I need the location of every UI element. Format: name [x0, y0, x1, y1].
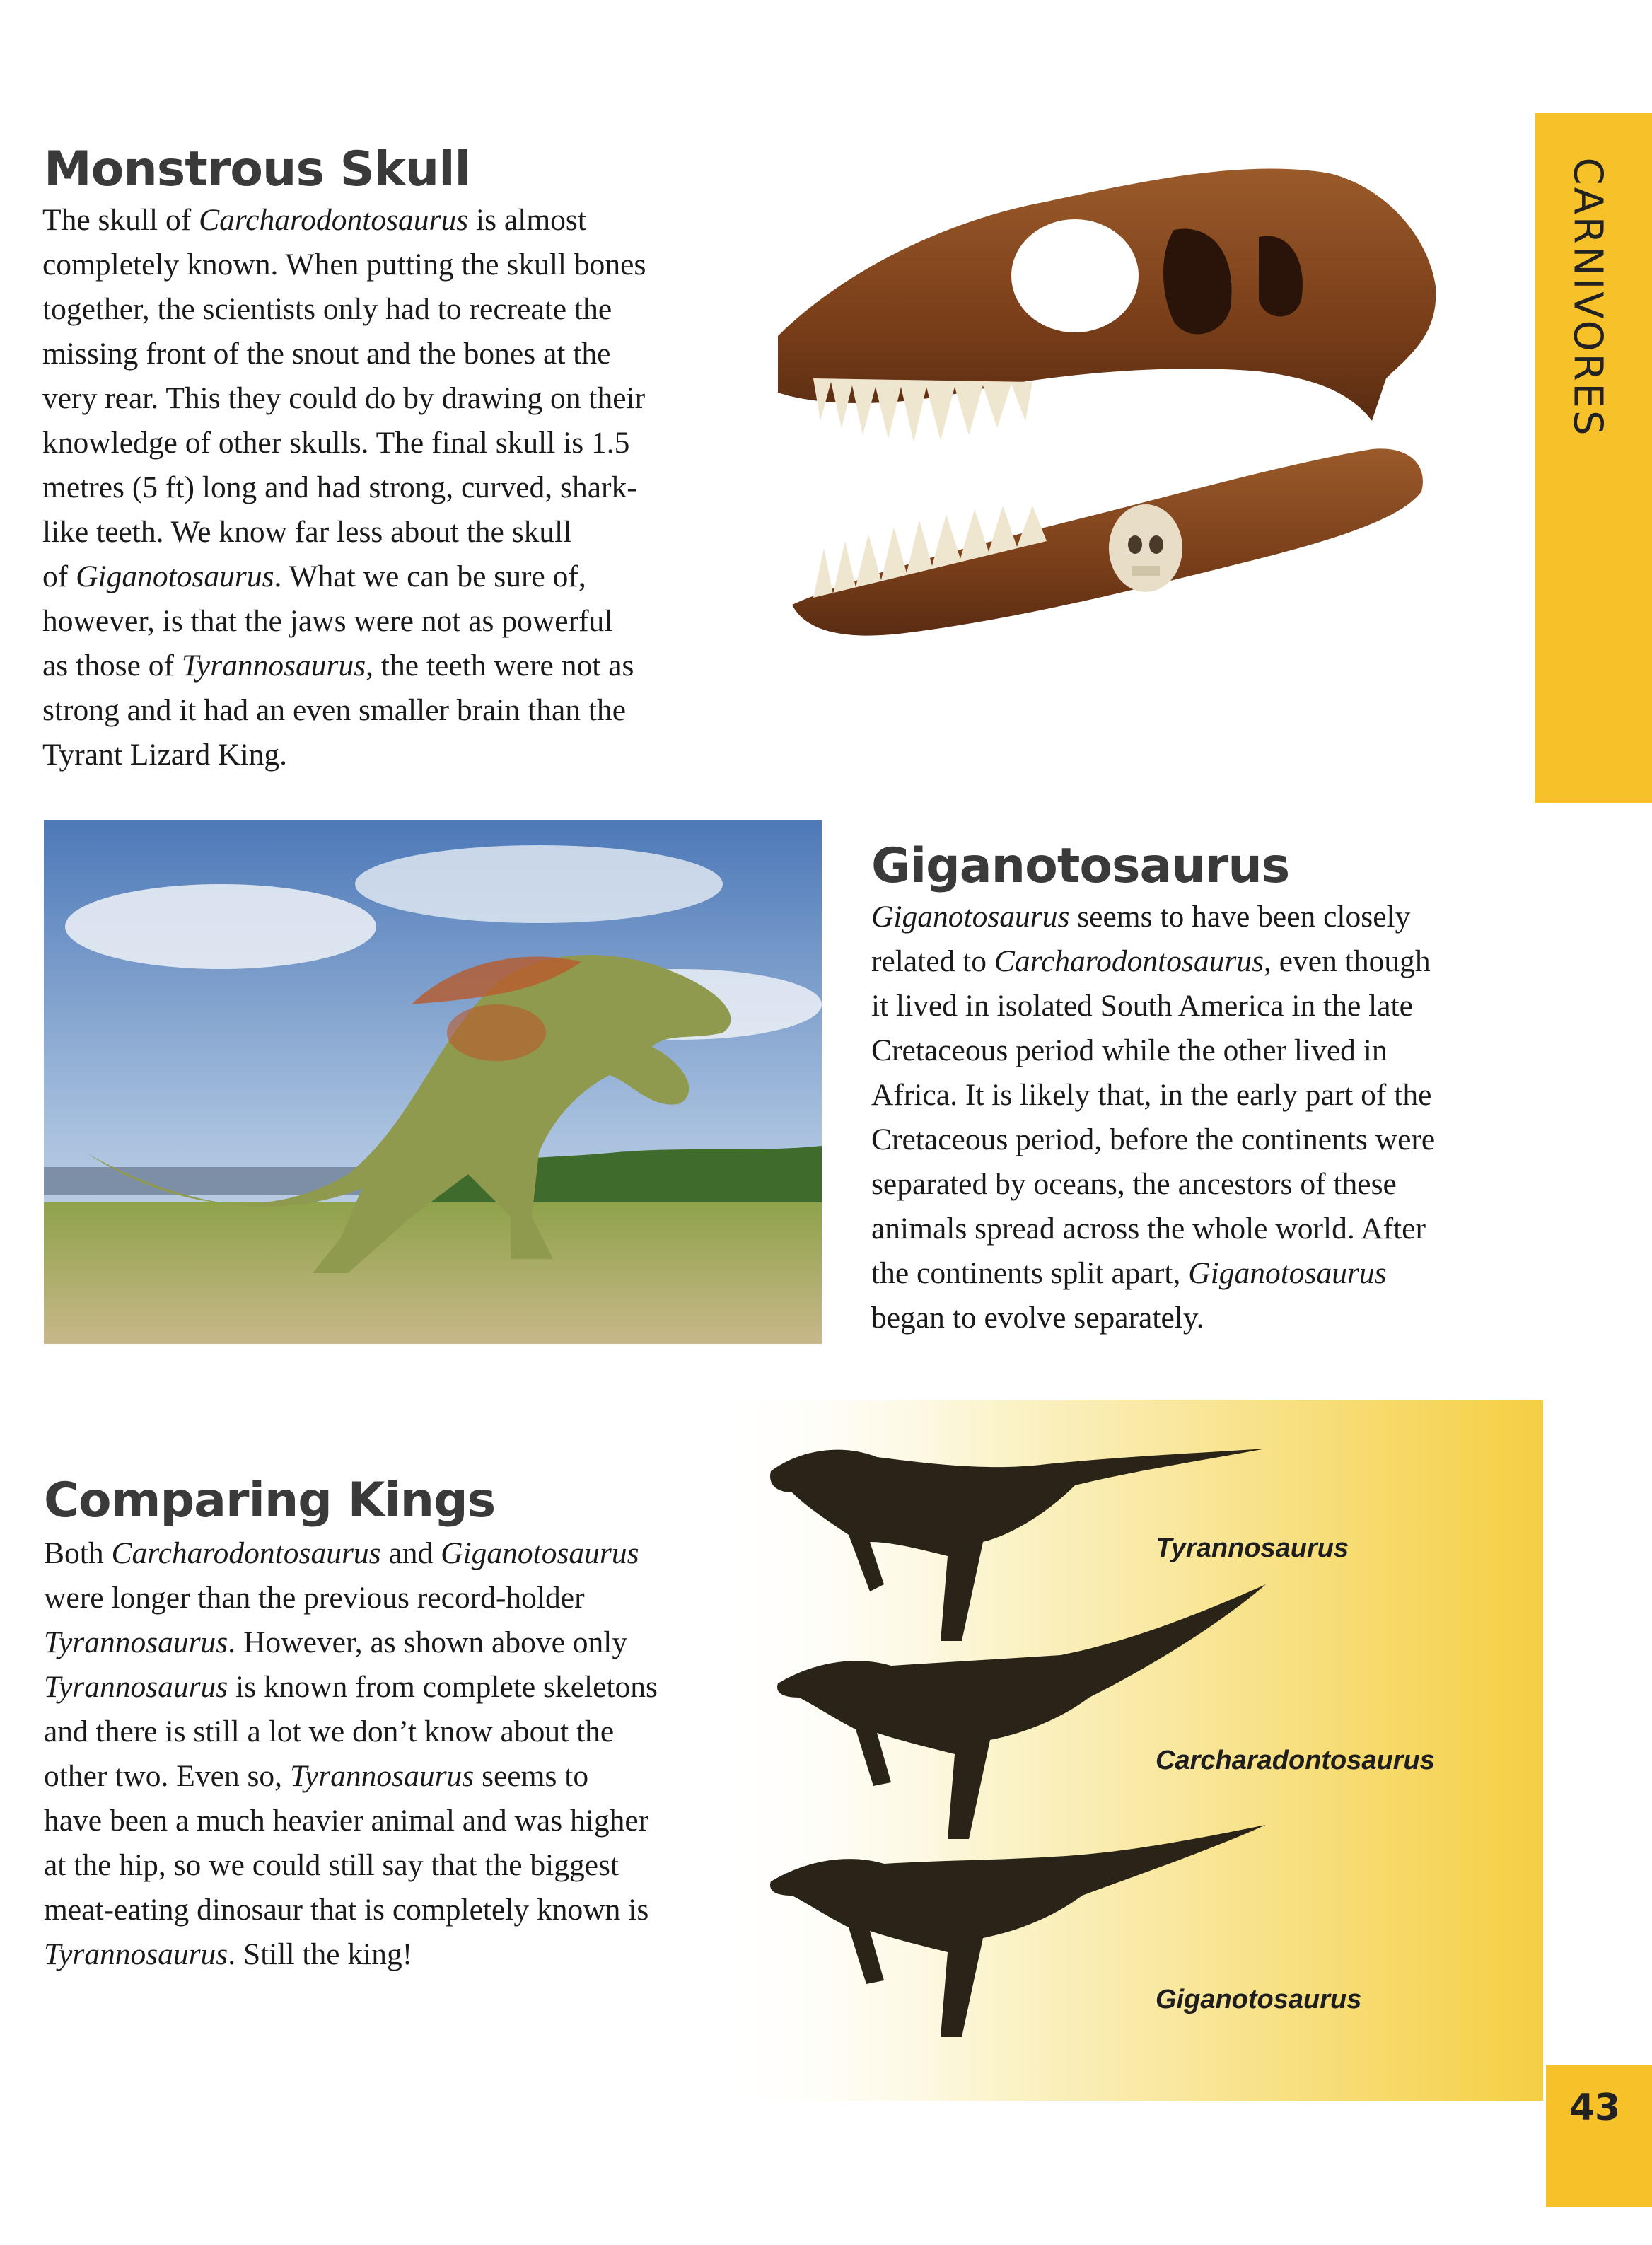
species-name: Tyrannosaurus: [289, 1759, 475, 1793]
text-run: together, the scientists only had to recreate the: [42, 292, 612, 326]
text-run: . Still the king!: [228, 1937, 413, 1971]
text-run: missing front of the snout and the bones at the: [42, 337, 611, 371]
text-run: began to evolve separately.: [871, 1301, 1204, 1335]
text-run: and there is still a lot we don’t know about the: [44, 1715, 615, 1748]
text-line: [871, 1207, 1435, 1251]
text-run: strong and it had an even smaller brain than the: [42, 693, 627, 727]
side-tab-label: CARNIVORES: [1564, 157, 1611, 437]
text-run: is known from complete skeletons: [228, 1670, 658, 1704]
text-line: [871, 1028, 1435, 1073]
text-line: [42, 198, 646, 243]
text-line: [44, 1710, 658, 1754]
text-run: and: [380, 1536, 441, 1570]
text-run: . What we can be sure of,: [274, 559, 586, 593]
skeleton-label-giganotosaurus: Giganotosaurus: [1156, 1985, 1362, 2014]
skeleton-label-carcharadontosaurus: Carcharadontosaurus: [1156, 1746, 1435, 1775]
text-line: [871, 1118, 1435, 1162]
text-run: however, is that the jaws were not as powerful: [42, 604, 613, 638]
text-line: [44, 1754, 658, 1799]
species-name: Carcharodontosaurus: [994, 944, 1264, 978]
skeleton-label-tyrannosaurus: Tyrannosaurus: [1156, 1533, 1349, 1563]
text-run: have been a much heavier animal and was higher: [44, 1804, 649, 1838]
giganotosaurus-paragraph: [871, 895, 1435, 1340]
text-line: [871, 1251, 1435, 1296]
text-line: [42, 287, 646, 332]
text-line: [44, 1576, 658, 1620]
text-run: the continents split apart,: [871, 1256, 1189, 1290]
text-run: Africa. It is likely that, in the early part of the: [871, 1078, 1432, 1112]
species-name: Carcharodontosaurus: [199, 203, 469, 237]
side-tab-label-box: [1535, 149, 1641, 446]
text-line: [44, 1888, 658, 1932]
text-run: Cretaceous period, before the continents were: [871, 1122, 1436, 1156]
text-run: at the hip, so we could still say that the biggest: [44, 1848, 620, 1882]
species-name: Giganotosaurus: [1188, 1256, 1387, 1290]
text-run: completely known. When putting the skull bones: [42, 248, 646, 282]
text-line: [42, 555, 646, 599]
text-run: Cretaceous period while the other lived in: [871, 1033, 1388, 1067]
text-line: [42, 421, 646, 465]
text-run: Tyrant Lizard King.: [42, 738, 288, 772]
text-run: The skull of: [42, 203, 199, 237]
skull-paragraph: [42, 198, 646, 777]
text-line: [44, 1531, 658, 1576]
text-run: Both: [44, 1536, 112, 1570]
text-run: , even though: [1264, 944, 1431, 978]
text-line: [44, 1799, 658, 1843]
text-line: [44, 1665, 658, 1710]
text-line: [42, 376, 646, 421]
species-name: Tyrannosaurus: [44, 1625, 228, 1659]
page-number: 43: [1569, 2087, 1621, 2129]
species-name: Giganotosaurus: [871, 900, 1070, 934]
text-line: [44, 1932, 658, 1977]
species-name: Giganotosaurus: [441, 1536, 639, 1570]
text-run: very rear. This they could do by drawing on their: [42, 381, 646, 415]
text-run: seems to have been closely: [1069, 900, 1411, 934]
text-line: [42, 599, 646, 644]
text-line: [871, 939, 1435, 984]
species-name: Carcharodontosaurus: [111, 1536, 381, 1570]
text-line: [42, 688, 646, 733]
species-name: Giganotosaurus: [76, 559, 274, 593]
text-line: [871, 1296, 1435, 1340]
text-run: . However, as shown above only: [228, 1625, 628, 1659]
species-name: Tyrannosaurus: [181, 649, 366, 683]
text-run: it lived in isolated South America in the late: [871, 989, 1413, 1023]
text-run: meat-eating dinosaur that is completely known is: [44, 1893, 649, 1927]
text-line: [42, 733, 646, 777]
kings-paragraph: [44, 1531, 658, 1977]
text-line: [42, 243, 646, 287]
text-run: , the teeth were not as: [366, 649, 634, 683]
text-run: related to: [871, 944, 994, 978]
text-run: knowledge of other skulls. The final skull is 1.5: [42, 426, 630, 460]
text-line: [44, 1843, 658, 1888]
text-run: other two. Even so,: [44, 1759, 290, 1793]
text-line: [42, 510, 646, 555]
text-run: as those of: [42, 649, 182, 683]
text-line: [871, 895, 1435, 939]
species-name: Tyrannosaurus: [44, 1937, 228, 1971]
text-run: separated by oceans, the ancestors of these: [871, 1167, 1397, 1201]
skull-illustration: [750, 124, 1457, 732]
text-run: is almost: [468, 203, 586, 237]
text-line: [42, 332, 646, 376]
text-run: animals spread across the whole world. After: [871, 1212, 1426, 1246]
text-line: [871, 984, 1435, 1028]
species-name: Tyrannosaurus: [44, 1670, 228, 1704]
text-line: [42, 644, 646, 688]
skull-heading: Monstrous Skull: [44, 141, 470, 197]
text-run: were longer than the previous record-holder: [44, 1581, 585, 1615]
giganotosaurus-painting: [44, 820, 822, 1344]
text-line: [871, 1162, 1435, 1207]
text-line: [871, 1073, 1435, 1118]
kings-heading: Comparing Kings: [44, 1473, 496, 1528]
text-run: of: [42, 559, 76, 593]
text-line: [44, 1620, 658, 1665]
giganotosaurus-heading: Giganotosaurus: [871, 838, 1290, 894]
text-run: metres (5 ft) long and had strong, curved, shark-: [42, 470, 637, 504]
text-run: like teeth. We know far less about the skull: [42, 515, 572, 549]
text-run: seems to: [474, 1759, 589, 1793]
text-line: [42, 465, 646, 510]
